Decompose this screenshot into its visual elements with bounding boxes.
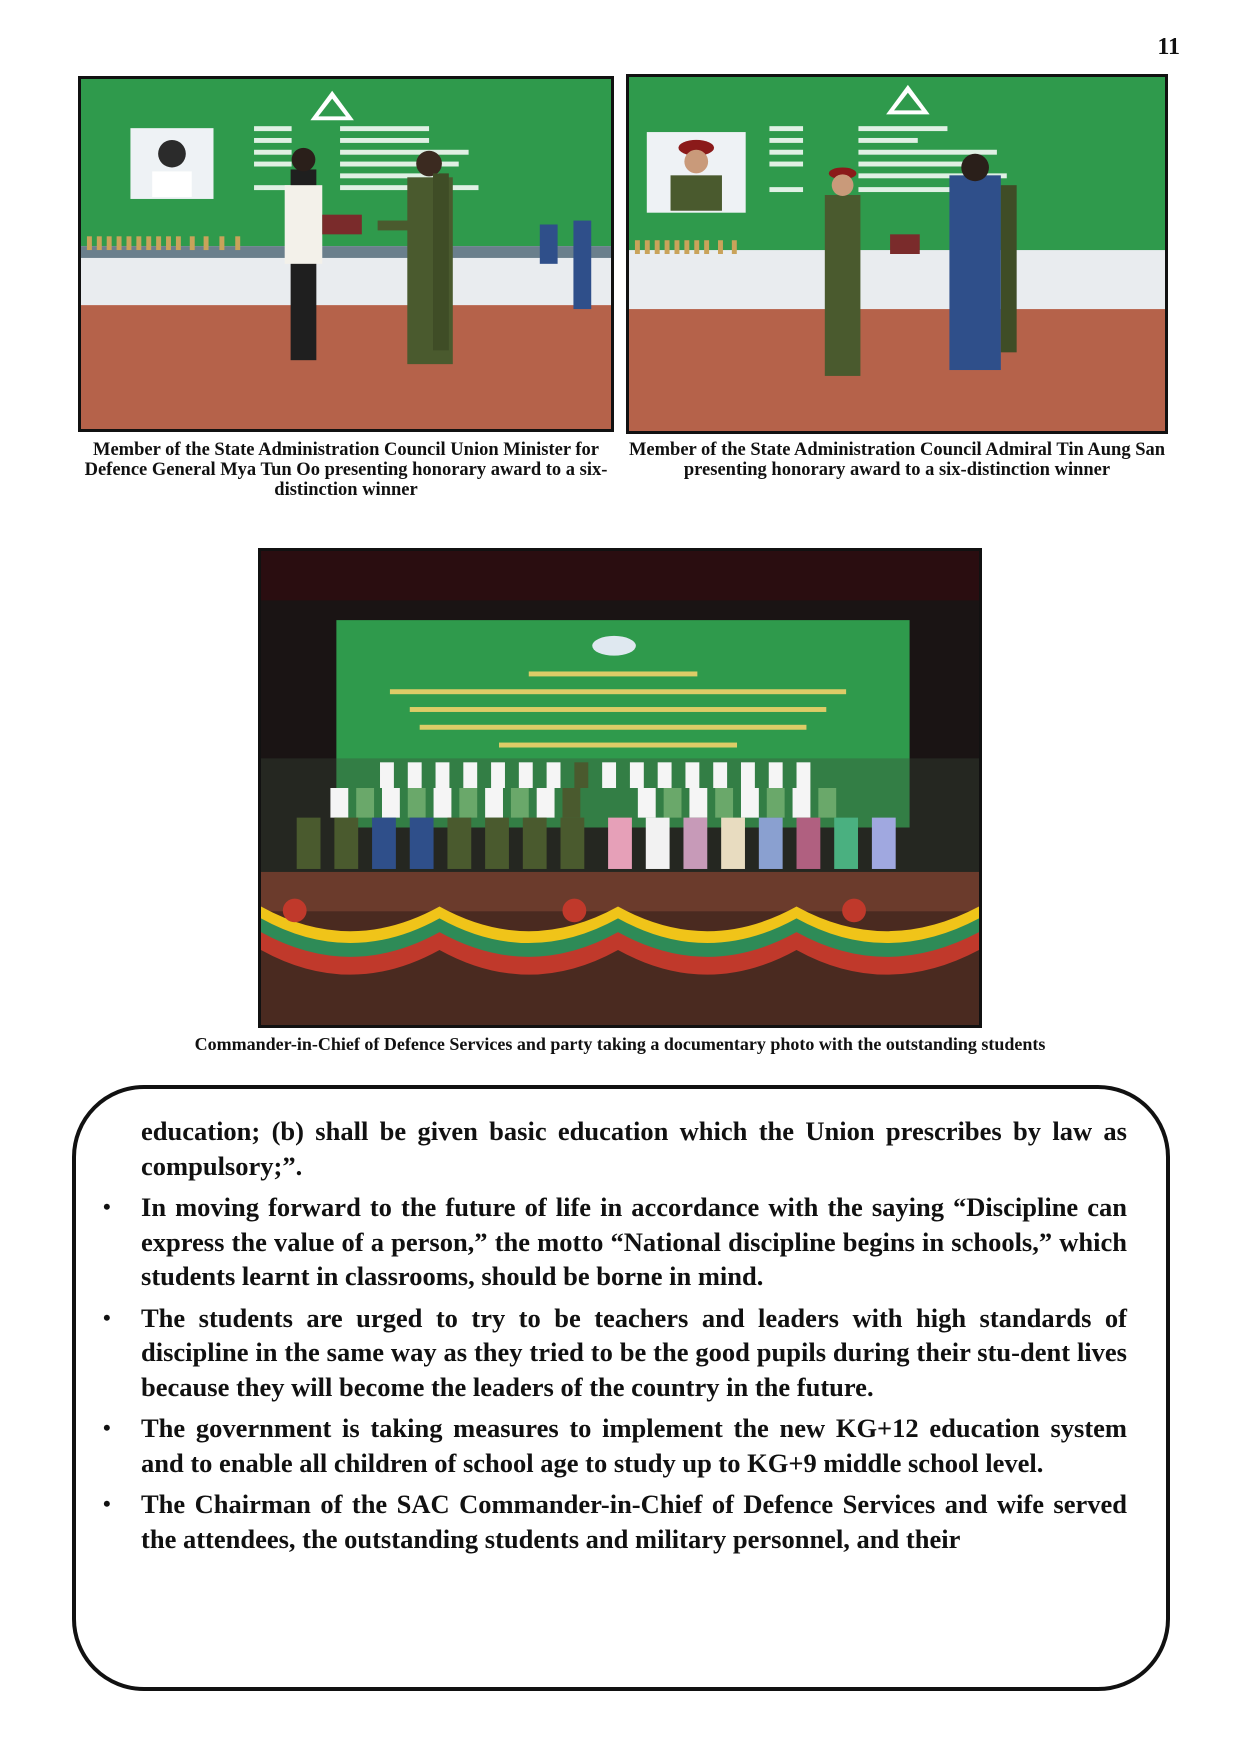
bullet-text: In moving forward to the future of life in accordance with the saying “Discipline can express the value of a person,” the motto “National discipline begins in schools,” which students learnt in classrooms, should be borne in mind.	[141, 1192, 1127, 1291]
page-number: 11	[1157, 34, 1180, 60]
bullet-text: The students are urged to try to be teachers and leaders with high standards of discipline in the same way as they tried to be the good pupils during their stu-dent lives because they will become the leaders of the country in the future.	[141, 1302, 1127, 1402]
bullet-icon: •	[103, 1304, 111, 1330]
bullet-icon: •	[103, 1194, 111, 1219]
photo-award-ceremony-right	[626, 74, 1168, 434]
caption-left: Member of the State Administration Council Union Minister for Defence General Mya Tun Oo presenting honorary award to a six-distinction winner	[84, 440, 608, 500]
continuation-paragraph: education; (b) shall be given basic education which the Union prescribes by law as compulsory;”.	[141, 1116, 1127, 1181]
caption-middle: Commander-in-Chief of Defence Services and party taking a documentary photo with the outstanding students	[194, 1034, 1046, 1054]
photo-award-ceremony-left	[78, 76, 614, 432]
bullet-icon: •	[103, 1415, 111, 1440]
bullet-text: The government is taking measures to implement the new KG+12 education system and to enable all children of school age to study up to KG+9 middle school level.	[141, 1413, 1127, 1478]
photo-group-documentary	[258, 548, 982, 1028]
bullet-text: The Chairman of the SAC Commander-in-Chief of Defence Services and wife served the attendees, the outstanding students and military personnel, and their	[141, 1489, 1127, 1554]
body-text	[103, 1114, 1127, 1563]
bullet-icon: •	[103, 1491, 111, 1516]
bullet-item	[103, 1301, 1127, 1405]
bullet-item	[103, 1487, 1127, 1556]
bullet-item	[103, 1190, 1127, 1294]
bullet-item	[103, 1411, 1127, 1480]
caption-right: Member of the State Administration Council Admiral Tin Aung San presenting honorary award to a six-distinction winner	[628, 440, 1166, 480]
